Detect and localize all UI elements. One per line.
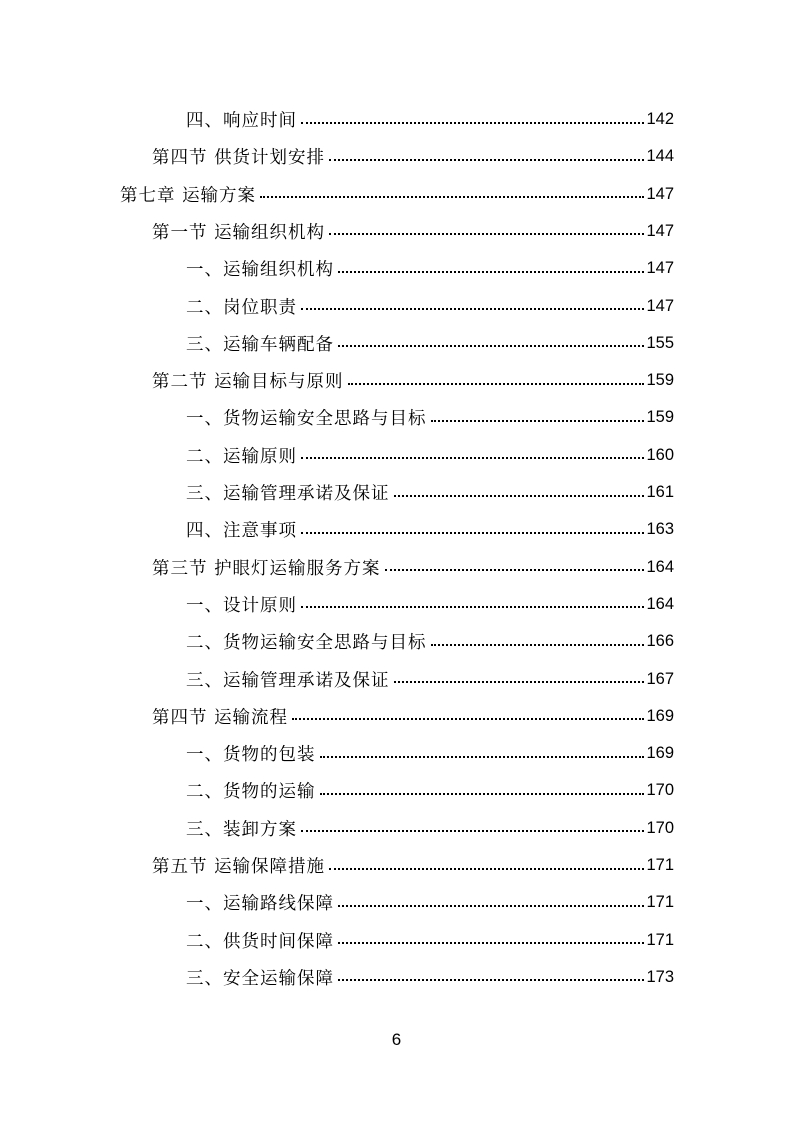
toc-entry[interactable] (186, 399, 674, 436)
toc-entry-page: 171 (646, 856, 674, 874)
toc-entry-page: 170 (646, 781, 674, 800)
toc-entry-page: 147 (646, 296, 674, 315)
toc-leader-dots (338, 345, 644, 347)
toc-leader-dots (431, 644, 645, 646)
toc-entry-title: 第四节 运输流程 (152, 707, 289, 728)
toc-entry-title: 第三节 护眼灯运输服务方案 (152, 558, 381, 579)
toc-entry-title: 第四节 供货计划安排 (152, 148, 326, 169)
toc-entry-page: 147 (646, 184, 674, 203)
toc-entry-page: 164 (646, 557, 674, 576)
toc-entry[interactable] (186, 288, 674, 325)
toc-entry[interactable] (186, 250, 674, 287)
toc-entry-title: 二、运输原则 (186, 446, 297, 467)
toc-entry-page: 166 (646, 632, 674, 651)
toc-entry-title: 三、运输车辆配备 (186, 334, 334, 355)
toc-entry-page: 160 (646, 445, 674, 464)
toc-entry[interactable] (186, 586, 674, 623)
toc-entry-page: 171 (646, 930, 674, 949)
toc-leader-dots (292, 718, 644, 720)
toc-entry-page: 147 (646, 259, 674, 278)
toc-entry-title: 三、运输管理承诺及保证 (186, 484, 390, 504)
toc-entry-page: 159 (646, 408, 674, 427)
toc-entry-page: 173 (646, 967, 674, 986)
toc-entry-title: 第五节 运输保障措施 (152, 857, 326, 877)
toc-entry-title: 一、货物运输安全思路与目标 (186, 409, 427, 430)
toc-entry-title: 四、响应时间 (186, 111, 297, 131)
toc-leader-dots (329, 868, 644, 870)
toc-entry-title: 一、货物的包装 (186, 745, 316, 766)
toc-entry-page: 170 (646, 818, 674, 837)
toc-entry-title: 三、安全运输保障 (186, 968, 334, 989)
toc-entry[interactable] (186, 810, 674, 847)
toc-leader-dots (301, 308, 644, 310)
toc-leader-dots (394, 681, 645, 683)
toc-entry[interactable] (186, 325, 674, 362)
toc-leader-dots (394, 495, 645, 497)
toc-entry-title: 一、设计原则 (186, 595, 297, 616)
toc-entry-title: 三、运输管理承诺及保证 (186, 670, 390, 691)
toc-entry-page: 161 (646, 483, 674, 501)
toc-leader-dots (338, 271, 644, 273)
toc-entry[interactable] (186, 474, 674, 511)
toc-entry[interactable] (186, 623, 674, 660)
toc-entry-title: 第七章 运输方案 (120, 185, 257, 206)
toc-leader-dots (320, 793, 645, 795)
toc-entry[interactable] (186, 772, 674, 809)
toc-entry[interactable] (186, 437, 674, 474)
toc-entry[interactable] (186, 959, 674, 996)
toc-leader-dots (329, 233, 644, 235)
toc-leader-dots (348, 383, 645, 385)
toc-entry-page: 164 (646, 594, 674, 613)
toc-entry-page: 147 (646, 221, 674, 240)
toc-entry-page: 142 (646, 110, 674, 128)
toc-leader-dots (329, 159, 644, 161)
toc-leader-dots (301, 122, 644, 124)
toc-entry-title: 一、运输组织机构 (186, 260, 334, 281)
toc-entry[interactable] (186, 101, 674, 138)
toc-leader-dots (260, 196, 644, 198)
toc-entry[interactable] (152, 847, 674, 884)
toc-leader-dots (385, 569, 645, 571)
toc-entry-page: 144 (646, 147, 674, 166)
toc-entry[interactable] (120, 176, 674, 213)
toc-entry-title: 二、岗位职责 (186, 297, 297, 318)
toc-entry-page: 159 (646, 371, 674, 390)
toc-entry-page: 169 (646, 744, 674, 763)
toc-entry-title: 第一节 运输组织机构 (152, 222, 326, 243)
toc-leader-dots (301, 532, 644, 534)
toc-leader-dots (301, 457, 644, 459)
toc-entry-page: 163 (646, 520, 674, 539)
toc-leader-dots (338, 905, 644, 907)
toc-entry-page: 169 (646, 706, 674, 725)
toc-entry-page: 171 (646, 893, 674, 912)
toc-entry-title: 一、运输路线保障 (186, 894, 334, 915)
toc-entry[interactable] (186, 735, 674, 772)
toc-leader-dots (338, 979, 644, 981)
toc-leader-dots (320, 756, 645, 758)
toc-entry-title: 二、供货时间保障 (186, 931, 334, 952)
toc-entry[interactable] (152, 549, 674, 586)
toc-leader-dots (338, 942, 644, 944)
toc-entry[interactable] (152, 213, 674, 250)
toc-entry-title: 三、装卸方案 (186, 819, 297, 840)
page-number: 6 (391, 1030, 402, 1049)
toc-entry-title: 二、货物运输安全思路与目标 (186, 633, 427, 654)
toc-entry[interactable] (186, 511, 674, 548)
toc-entry[interactable] (186, 884, 674, 921)
toc-entry[interactable] (152, 698, 674, 735)
toc-entry-title: 第二节 运输目标与原则 (152, 372, 344, 393)
toc-entry[interactable] (186, 922, 674, 959)
toc-entry[interactable] (152, 138, 674, 175)
toc-leader-dots (301, 606, 644, 608)
toc-entry[interactable] (152, 362, 674, 399)
toc-entry-title: 四、注意事项 (186, 521, 297, 542)
toc-leader-dots (301, 830, 644, 832)
toc-entry-title: 二、货物的运输 (186, 782, 316, 803)
toc-entry-page: 155 (646, 333, 674, 352)
toc-entry-page: 167 (646, 669, 674, 688)
toc-entry[interactable] (186, 661, 674, 698)
toc-leader-dots (431, 420, 645, 422)
